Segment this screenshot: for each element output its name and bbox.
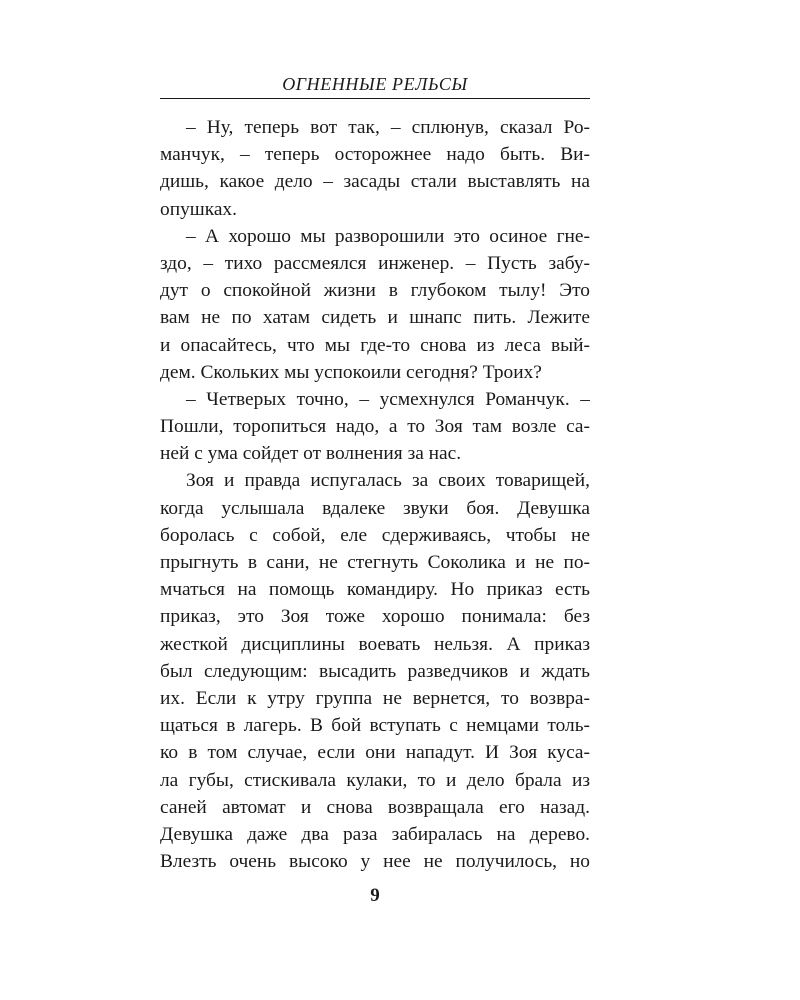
text-line: – А хорошо мы разворошили это осиное гне- (186, 225, 590, 247)
text-line: жесткой дисциплины воевать нельзя. А приказ (160, 633, 590, 655)
running-head-title: ОГНЕННЫЕ РЕЛЬСЫ (282, 74, 468, 94)
text-line: Пошли, торопиться надо, а то Зоя там возле са- (160, 416, 590, 438)
text-line: ла губы, стискивала кулаки, то и дело брала из (160, 769, 590, 791)
page-number: 9 (370, 885, 380, 906)
text-line: вам не по хатам сидеть и шнапс пить. Лежите (160, 307, 590, 329)
text-line: их. Если к утру группа не вернется, то возвра- (160, 687, 590, 709)
text-line: опушках. (160, 198, 237, 220)
text-line: прыгнуть в сани, не стегнуть Соколика и не по- (160, 552, 590, 573)
text-line: боролась с собой, еле сдерживаясь, чтобы не (160, 524, 590, 546)
text-line: щаться в лагерь. В бой вступать с немцами толь- (160, 715, 590, 737)
text-line: дишь, какое дело – засады стали выставлять на (160, 171, 590, 193)
text-line: манчук, – теперь осторожнее надо быть. Ви- (160, 144, 590, 166)
body-text (160, 114, 590, 875)
text-line: саней автомат и снова возвращала его назад. (160, 796, 590, 818)
text-line: мчаться на помощь командиру. Но приказ есть (160, 579, 590, 601)
text-line: когда услышала вдалеке звуки боя. Девушка (160, 497, 590, 519)
text-line: – Четверых точно, – усмехнулся Романчук. – (186, 388, 590, 410)
text-line: здо, – тихо рассмеялся инженер. – Пусть забу- (160, 252, 590, 274)
text-line: ко в том случае, если они нападут. И Зоя куса- (160, 742, 590, 764)
text-line: приказ, это Зоя тоже хорошо понимала: без (160, 606, 590, 628)
text-line: дем. Скольких мы успокоили сегодня? Троих? (160, 361, 542, 383)
text-line: Зоя и правда испугалась за своих товарищей, (186, 470, 590, 492)
text-line: дут о спокойной жизни в глубоком тылу! Это (160, 280, 590, 302)
header-rule (160, 98, 590, 99)
text-line: Влезть очень высоко у нее не получилось, но (160, 851, 590, 873)
text-line: и опасайтесь, что мы где-то снова из леса вый- (160, 334, 590, 356)
text-line: был следующим: высадить разведчиков и ждать (160, 660, 590, 682)
text-line: Девушка даже два раза забиралась на дерево. (160, 823, 590, 845)
text-line: ней с ума сойдет от волнения за нас. (160, 443, 462, 465)
text-line: – Ну, теперь вот так, – сплюнув, сказал Ро- (186, 117, 590, 138)
